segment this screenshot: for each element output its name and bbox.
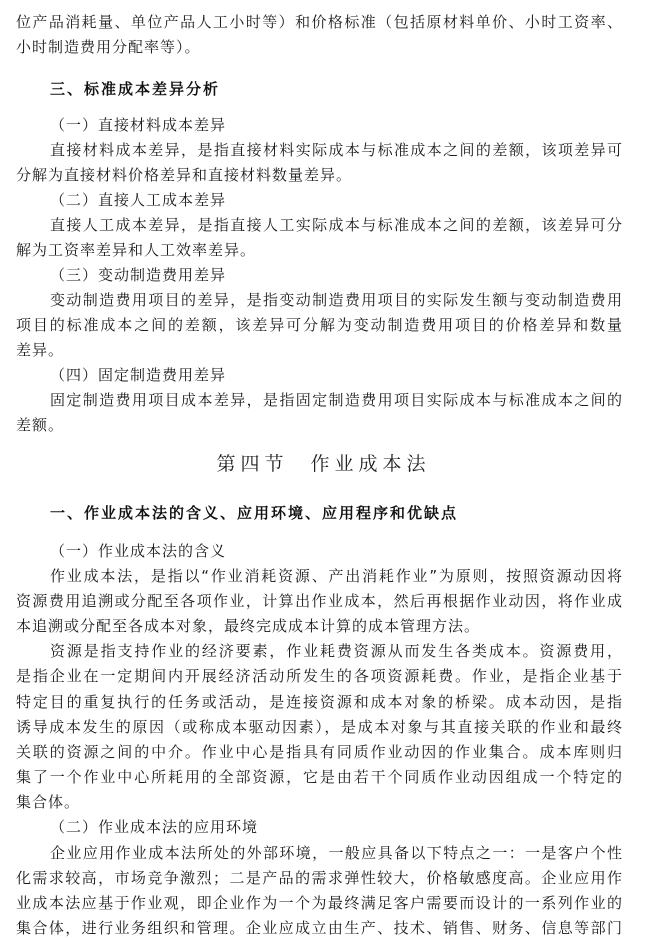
body-line: 差异。	[16, 341, 65, 359]
section-number: 第四节	[216, 453, 289, 475]
body-line: 是指企业在一定期间内开展经济活动所发生的各项资源耗费。作业，是指企业基于	[16, 667, 622, 685]
section-name: 作业成本法	[310, 453, 431, 475]
body-line: 集合体，进行业务组织和管理。企业应成立由生产、技术、销售、财务、信息等部门	[16, 919, 622, 937]
body-line: 小时制造费用分配率等）。	[16, 38, 201, 56]
body-line: 解为工资率差异和人工效率差异。	[16, 241, 257, 259]
subsection-title: （二）作业成本法的应用环境	[50, 818, 259, 836]
chapter-section-title	[0, 452, 647, 476]
subsection-title: （二）直接人工成本差异	[50, 191, 227, 209]
subsection-title: （四）固定制造费用差异	[50, 366, 227, 384]
body-line: 差额。	[16, 416, 65, 434]
body-line: 化需求较高，市场竞争激烈；二是产品的需求弹性较大，价格敏感度高。企业应用作	[16, 869, 622, 887]
body-line: 诱导成本发生的原因（或称成本驱动因素），是成本对象与其直接关联的作业和最终	[16, 718, 622, 736]
body-line: 变动制造费用项目的差异，是指变动制造费用项目的实际发生额与变动制造费用	[50, 291, 622, 309]
body-line: 分解为直接材料价格差异和直接材料数量差异。	[16, 166, 353, 184]
body-line: 固定制造费用项目成本差异，是指固定制造费用项目实际成本与标准成本之间的	[50, 391, 622, 409]
subsection-title: （一）直接材料成本差异	[50, 116, 227, 134]
body-line: 特定目的重复执行的任务或活动，是连接资源和成本对象的桥梁。成本动因，是指	[16, 693, 622, 711]
body-line: 企业应用作业成本法所处的外部环境，一般应具备以下特点之一：一是客户个性	[50, 844, 622, 862]
body-line: 集合体。	[16, 793, 81, 811]
body-line: 本追溯或分配至各成本对象，最终完成成本计算的成本管理方法。	[16, 617, 481, 635]
body-line: 直接人工成本差异，是指直接人工实际成本与标准成本之间的差额，该差异可分	[50, 216, 622, 234]
body-line: 直接材料成本差异，是指直接材料实际成本与标准成本之间的差额，该项差异可	[50, 141, 622, 159]
section-heading: 三、标准成本差异分析	[50, 80, 221, 98]
subsection-title: （三）变动制造费用差异	[50, 266, 227, 284]
body-line: 项目的标准成本之间的差额，该差异可分解为变动制造费用项目的价格差异和数量	[16, 316, 622, 334]
body-line: 资源是指支持作业的经济要素，作业耗费资源从而发生各类成本。资源费用，	[50, 642, 622, 660]
body-line: 业成本法应基于作业观，即企业作为一个为最终满足客户需要而设计的一系列作业的	[16, 894, 622, 912]
body-line: 资源费用追溯或分配至各项作业，计算出作业成本，然后再根据作业动因，将作业成	[16, 592, 622, 610]
part-heading: 一、作业成本法的含义、应用环境、应用程序和优缺点	[50, 504, 459, 522]
body-line: 位产品消耗量、单位产品人工小时等）和价格标准（包括原材料单价、小时工资率、	[16, 13, 622, 31]
body-line: 集了一个作业中心所耗用的全部资源，它是由若干个同质作业动因组成一个特定的	[16, 768, 622, 786]
body-line: 关联的资源之间的中介。作业中心是指具有同质作业动因的作业集合。成本库则归	[16, 743, 622, 761]
subsection-title: （一）作业成本法的含义	[50, 542, 227, 560]
body-line: 作业成本法，是指以“作业消耗资源、产出消耗作业”为原则，按照资源动因将	[50, 567, 622, 585]
